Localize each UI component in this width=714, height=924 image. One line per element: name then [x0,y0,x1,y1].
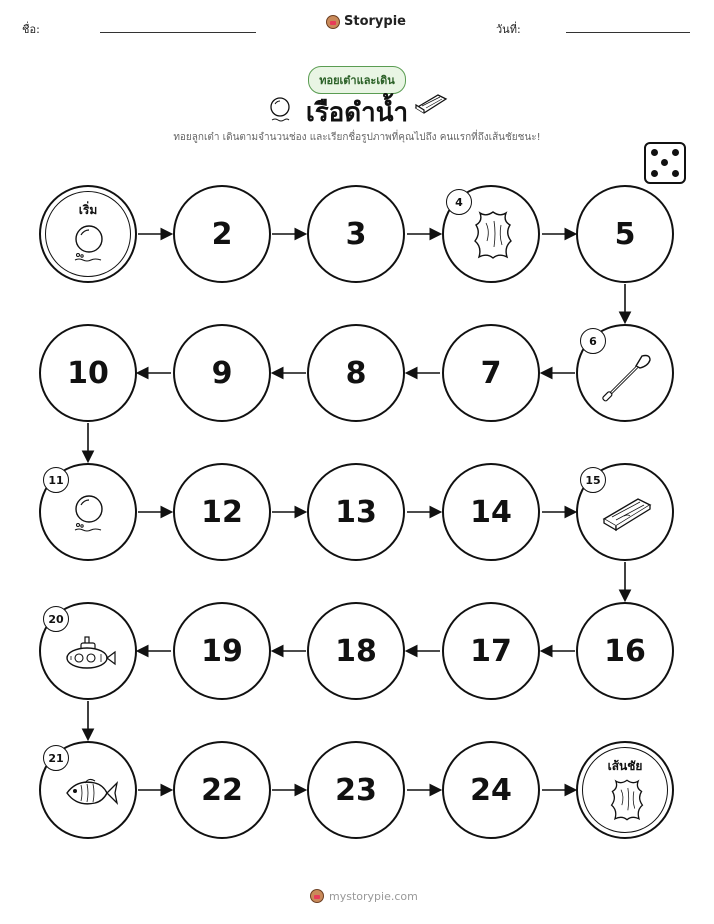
fish-icon [63,775,119,811]
cell-number: 21 [43,745,69,771]
cell-number: 3 [345,216,367,252]
cell-number: 13 [335,494,377,530]
board-cell[interactable] [173,463,271,561]
footer [310,889,418,903]
board-cell[interactable] [173,741,271,839]
board-cell[interactable] [576,602,674,700]
cell-number: 12 [201,494,243,530]
instructions: ทอยลูกเต๋า เดินตามจำนวนช่อง และเรียกชื่อรูปภาพที่คุณไปถึง คนแรกที่ถึงเส้นชัยชนะ! [173,132,541,143]
finish-label: เส้นชัย [607,759,643,773]
brand-name: Storypie [344,14,406,29]
cell-number: 17 [470,633,512,669]
board-cell-start[interactable] [39,185,137,283]
cell-number: 18 [335,633,377,669]
board-cell[interactable] [39,602,137,700]
board-cell[interactable] [307,741,405,839]
board-cell[interactable] [442,324,540,422]
cell-number: 22 [201,772,243,808]
board-cell[interactable] [173,185,271,283]
board-cell[interactable] [442,185,540,283]
cell-number: 15 [580,467,606,493]
date-label: วันที่: [496,23,521,36]
board-cell[interactable] [173,324,271,422]
cell-number: 19 [201,633,243,669]
board-cell[interactable] [39,324,137,422]
plank-icon [600,495,654,533]
page-title: เรือดำน้ำ [305,98,409,128]
cell-number: 5 [614,216,636,252]
cell-number: 20 [43,606,69,632]
oar-icon [598,350,654,406]
board-cell[interactable] [442,602,540,700]
board-cell[interactable] [576,185,674,283]
pearl-icon [71,223,107,265]
bear-logo-icon [310,889,324,903]
cell-number: 14 [470,494,512,530]
submarine-icon [63,634,119,674]
cell-number: 8 [345,355,367,391]
cell-number: 16 [604,633,646,669]
board-cell-finish[interactable] [576,741,674,839]
cell-number: 4 [446,189,472,215]
game-type-badge: ทอยเต๋าและเดิน [308,66,406,94]
board-cell[interactable] [307,463,405,561]
cell-number: 2 [211,216,233,252]
board-cell[interactable] [442,463,540,561]
board-cell[interactable] [576,324,674,422]
board-cell[interactable] [307,602,405,700]
board-cell[interactable] [576,463,674,561]
footer-url[interactable]: mystorypie.com [329,889,418,903]
board-cell[interactable] [307,324,405,422]
leather-icon [472,209,514,261]
pearl-icon [71,493,107,535]
start-label: เริ่ม [78,203,98,217]
board-cell[interactable] [39,741,137,839]
cell-number: 24 [470,772,512,808]
cell-number: 11 [43,467,69,493]
name-label: ชื่อ: [22,23,40,36]
cell-number: 10 [67,355,109,391]
board-cell[interactable] [442,741,540,839]
board-cell[interactable] [173,602,271,700]
board-cell[interactable] [39,463,137,561]
cell-number: 9 [211,355,233,391]
cell-number: 23 [335,772,377,808]
board-cell[interactable] [307,185,405,283]
cell-number: 7 [480,355,502,391]
cell-number: 6 [580,328,606,354]
leather-icon [609,777,645,823]
